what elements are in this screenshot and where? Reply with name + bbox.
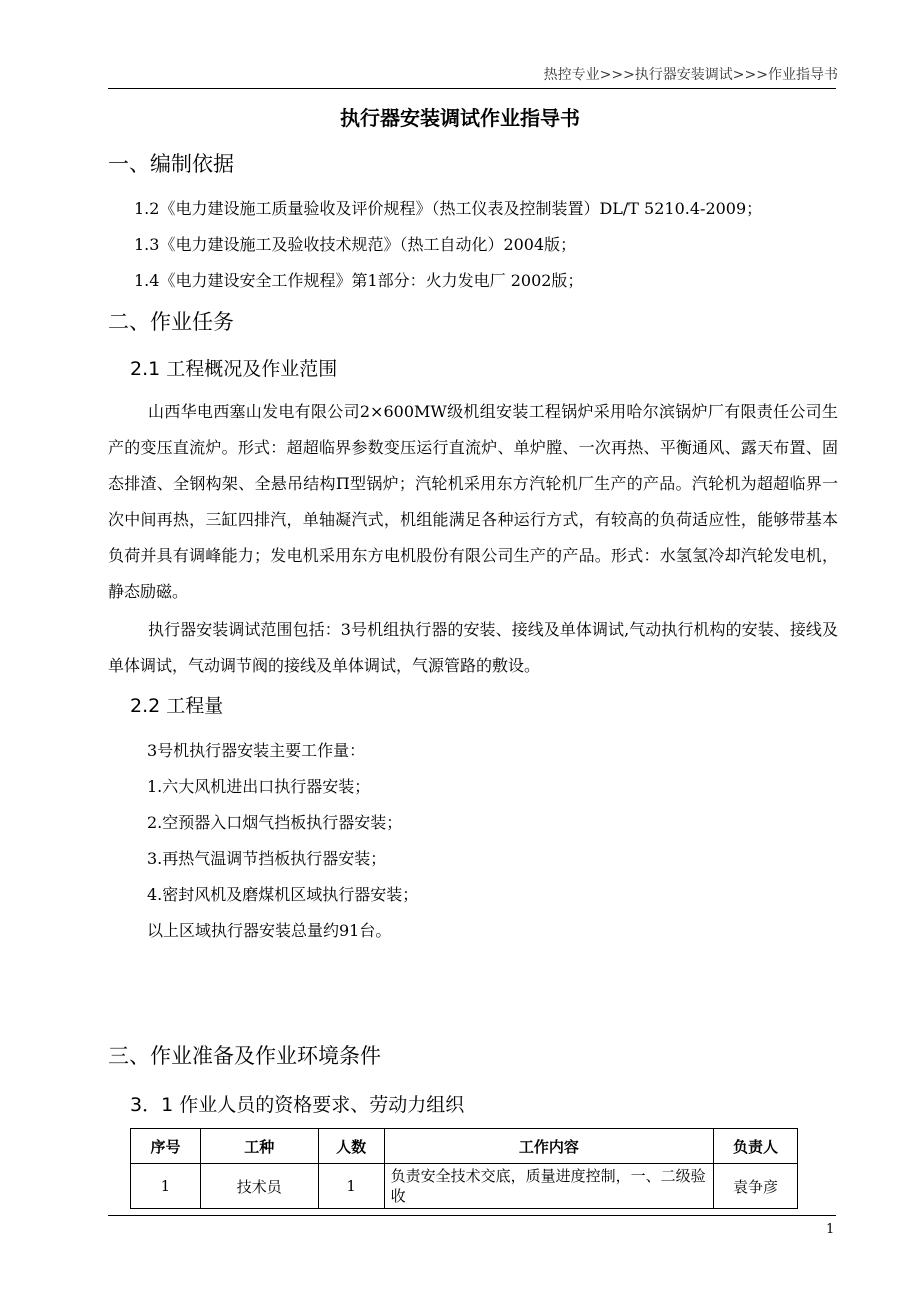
overview-paragraph: 山西华电西塞山发电有限公司2×600MW级机组安装工程锅炉采用哈尔滨锅炉厂有限责任公司生产的变压直流炉。形式：超超临界参数变压运行直流炉、单炉膛、一次再热、平衡通风、露天布置、固态排渣、全钢构架、全悬吊结构Π型锅炉；汽轮机采用东方汽轮机厂生产的产品。汽轮机为超超临界一次中间再热，三缸四排汽，单轴凝汽式，机组能满足各种运行方式，有较高的负荷适应性，能够带基本负荷并具有调峰能力；发电机采用东方电机股份有限公司生产的产品。形式：水氢氢冷却汽轮发电机，静态励磁。: [108, 402, 838, 601]
column-header: 负责人: [714, 1129, 798, 1164]
workload-item: 3.再热气温调节挡板执行器安装；: [147, 849, 387, 868]
table-header-row: [131, 1129, 798, 1164]
table-cell: 1: [318, 1164, 384, 1209]
section-heading-3: 三、作业准备及作业环境条件: [108, 1044, 381, 1068]
table-cell: 1: [131, 1164, 201, 1209]
subsection-heading-3-1: 3．1 作业人员的资格要求、劳动力组织: [130, 1094, 465, 1116]
section-heading-1: 一、编制依据: [108, 152, 234, 176]
scope-paragraph: 执行器安装调试范围包括：3号机组执行器的安装、接线及单体调试,气动执行机构的安装、接线及单体调试，气动调节阀的接线及单体调试，气源管路的敷设。: [108, 620, 838, 675]
workload-item: 2.空预器入口烟气挡板执行器安装；: [147, 813, 403, 832]
subsection-heading-2-2: 2.2 工程量: [130, 695, 224, 717]
table-cell: 负责安全技术交底，质量进度控制，一、二级验收: [384, 1164, 713, 1209]
reference-item: 1.2《电力建设施工质量验收及评价规程》（热工仪表及控制装置）DL/T 5210.4-2009；: [134, 199, 763, 218]
table-cell: 袁争彦: [714, 1164, 798, 1209]
workload-item: 4.密封风机及磨煤机区域执行器安装；: [147, 885, 419, 904]
column-header: 工作内容: [384, 1129, 713, 1164]
table-cell: 技术员: [200, 1164, 318, 1209]
reference-item: 1.3《电力建设施工及验收技术规范》（热工自动化）2004版；: [134, 235, 577, 254]
workload-summary: 以上区域执行器安装总量约91台。: [147, 921, 392, 940]
reference-item: 1.4《电力建设安全工作规程》第1部分：火力发电厂 2002版；: [134, 271, 584, 290]
section-heading-2: 二、作业任务: [108, 310, 234, 334]
workload-intro: 3号机执行器安装主要工作量：: [147, 741, 366, 760]
subsection-heading-2-1: 2.1 工程概况及作业范围: [130, 358, 338, 380]
footer-rule: [108, 1215, 836, 1216]
workload-item: 1.六大风机进出口执行器安装；: [147, 777, 371, 796]
page-number: 1: [826, 1222, 835, 1237]
column-header: 人数: [318, 1129, 384, 1164]
header-rule: [108, 88, 836, 89]
header-breadcrumb: 热控专业>>>执行器安装调试>>>作业指导书: [543, 67, 838, 83]
column-header: 序号: [131, 1129, 201, 1164]
document-title: 执行器安装调试作业指导书: [340, 106, 580, 130]
staff-table: [130, 1128, 798, 1209]
column-header: 工种: [200, 1129, 318, 1164]
table-row: [131, 1164, 798, 1209]
